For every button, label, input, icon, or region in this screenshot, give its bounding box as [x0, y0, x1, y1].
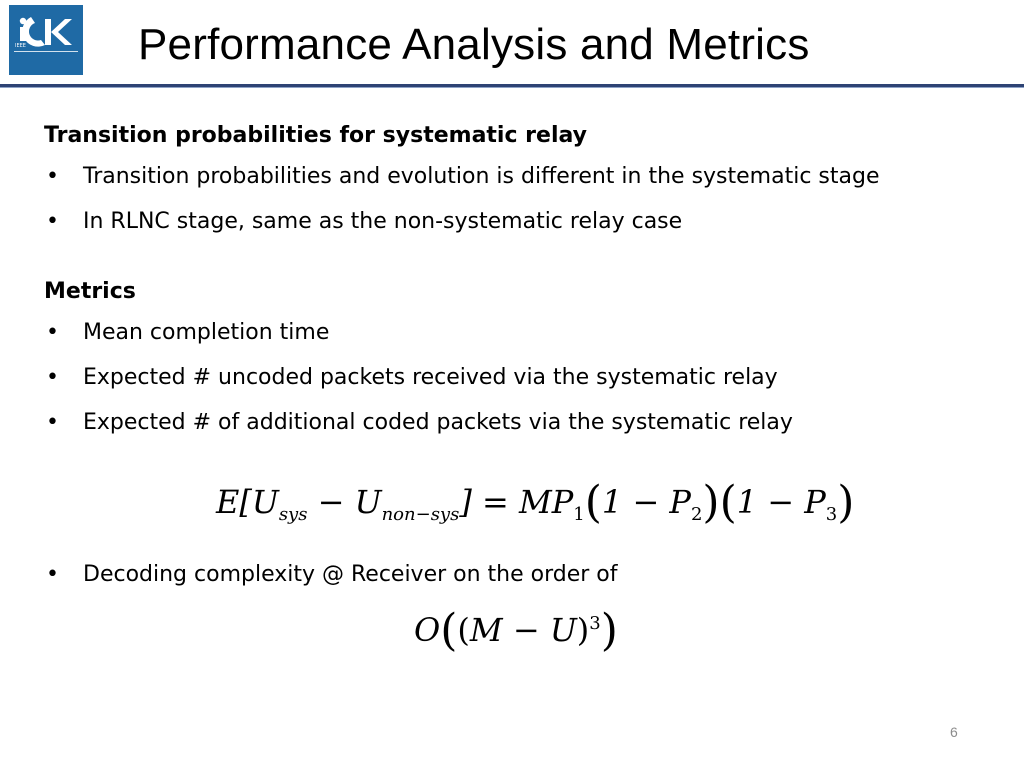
eq2-inner-open: ( [457, 611, 470, 649]
eq1-lhs: E[U [216, 483, 279, 521]
eq1-factor-2: 1 − P [601, 483, 691, 521]
eq1-minus: − U [307, 483, 382, 521]
bullet-item [44, 400, 1004, 445]
bullet-item [44, 310, 1004, 355]
eq2-inner-close: ) [576, 611, 590, 649]
eq1-paren-open: ( [584, 477, 602, 528]
title-divider-shadow [0, 87, 1024, 88]
equation-decoding-complexity [414, 605, 618, 656]
slide-body-lower [44, 552, 1004, 597]
bullet-text: In RLNC stage, same as the non-systematic relay case [83, 209, 683, 234]
bullet-text: Expected # of additional coded packets via the systematic relay [83, 410, 793, 435]
eq1-paren-close: ) [702, 477, 720, 528]
eq2-exponent: 3 [589, 613, 601, 634]
eq2-body: M − U [469, 611, 577, 649]
eq1-paren-open-2: ( [719, 477, 737, 528]
eq2-outer-close: ) [600, 605, 618, 656]
bullet-item [44, 552, 1004, 597]
ieee-logo-text: IEEE [15, 43, 26, 49]
eq2-o: O [414, 611, 441, 649]
bullet-text: Decoding complexity @ Receiver on the order of [83, 562, 618, 587]
ieee-logo-graphic [9, 5, 83, 75]
equation-expected-coded-packets [216, 477, 854, 528]
bullet-text: Transition probabilities and evolution is different in the systematic stage [83, 164, 880, 189]
section-heading-transition: Transition probabilities for systematic relay [44, 123, 587, 148]
bullet-dot: • [46, 209, 59, 234]
eq1-sub-1: 1 [573, 504, 585, 525]
eq1-sub-sys: sys [278, 504, 308, 525]
section-heading-metrics: Metrics [44, 279, 136, 304]
bullet-dot: • [46, 164, 59, 189]
eq1-factor-3: 1 − P [736, 483, 826, 521]
slide-body [44, 118, 1004, 445]
eq1-paren-close-2: ) [837, 477, 855, 528]
bullet-text: Mean completion time [83, 320, 330, 345]
eq1-sub-non-sys: non−sys [381, 504, 460, 525]
slide-title: Performance Analysis and Metrics [138, 20, 810, 69]
bullet-dot: • [46, 410, 59, 435]
eq1-rhs: ] = MP [459, 483, 574, 521]
bullet-item [44, 355, 1004, 400]
bullet-item [44, 154, 1004, 199]
bullet-dot: • [46, 365, 59, 390]
bullet-text: Expected # uncoded packets received via the systematic relay [83, 365, 778, 390]
eq2-outer-open: ( [440, 605, 458, 656]
eq1-sub-3: 3 [825, 504, 838, 525]
bullet-dot: • [46, 562, 59, 587]
bullet-item [44, 199, 1004, 244]
ieee-logo [9, 5, 83, 75]
page-number: 6 [950, 724, 958, 740]
bullet-dot: • [46, 320, 59, 345]
eq1-sub-2: 2 [690, 504, 703, 525]
